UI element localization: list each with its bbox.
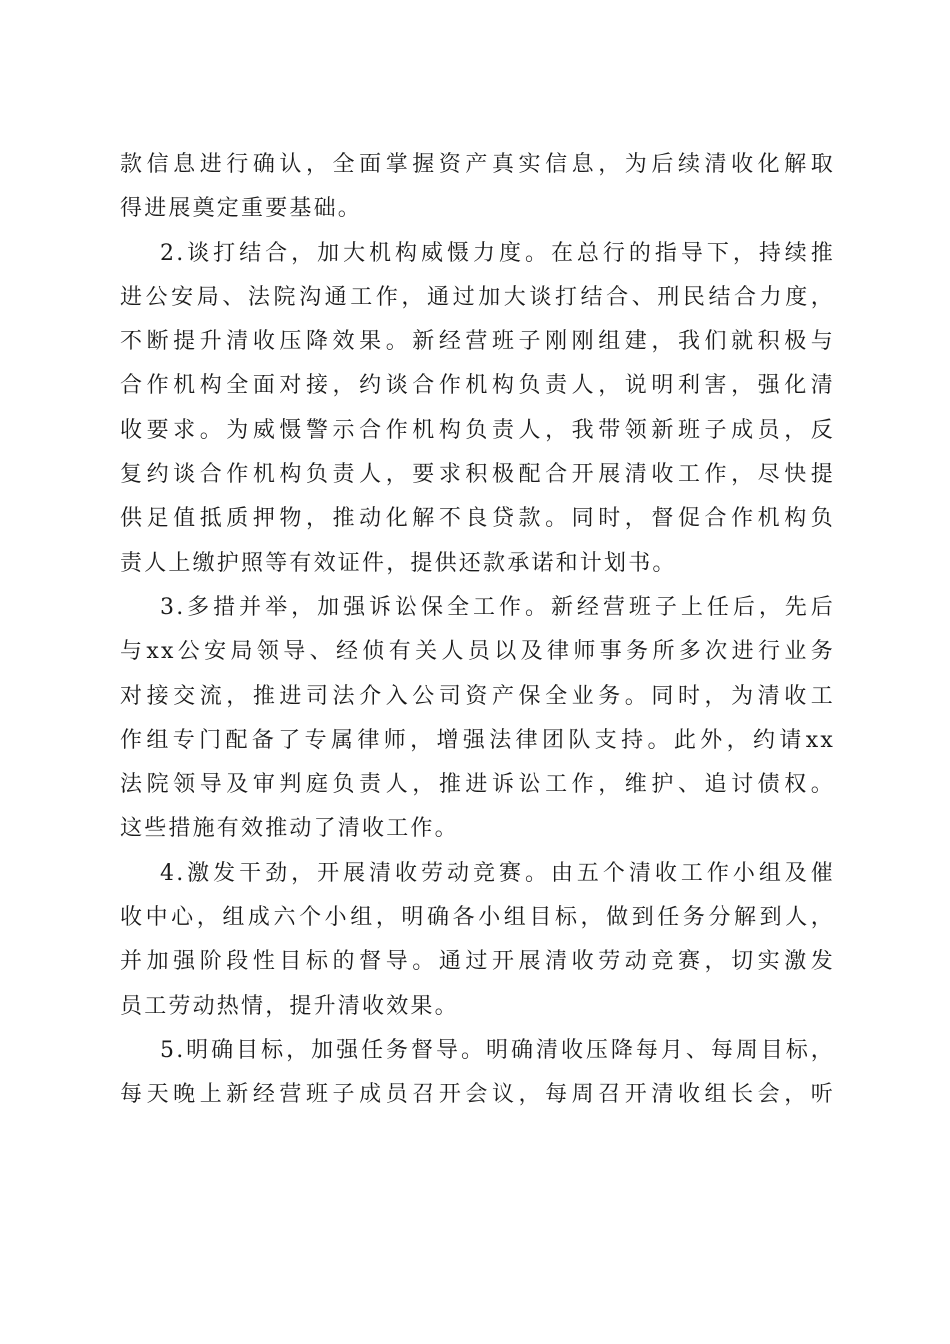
paragraph	[120, 852, 835, 1029]
text-line: 与xx公安局领导、经侦有关人员以及律师事务所多次进行业务	[120, 639, 835, 665]
text-line: 得进展奠定重要基础。	[120, 196, 363, 222]
text-line: 责人上缴护照等有效证件，提供还款承诺和计划书。	[120, 550, 677, 576]
text-line: 供足值抵质押物，推动化解不良贷款。同时，督促合作机构负	[120, 506, 835, 532]
text-line: 这些措施有效推动了清收工作。	[120, 816, 459, 842]
text-line: 法院领导及审判庭负责人，推进诉讼工作，维护、追讨债权。	[120, 772, 835, 798]
paragraph	[120, 143, 835, 232]
text-line: 每天晚上新经营班子成员召开会议，每周召开清收组长会，听	[120, 1082, 835, 1108]
text-line: 收中心，组成六个小组，明确各小组目标，做到任务分解到人，	[120, 905, 835, 931]
text-line: 5.明确目标，加强任务督导。明确清收压降每月、每周目标，	[160, 1037, 835, 1063]
text-line: 3.多措并举，加强诉讼保全工作。新经营班子上任后，先后	[160, 594, 835, 620]
text-line: 复约谈合作机构负责人，要求积极配合开展清收工作，尽快提	[120, 462, 835, 488]
text-line: 不断提升清收压降效果。新经营班子刚刚组建，我们就积极与	[120, 329, 835, 355]
paragraph	[120, 586, 835, 852]
text-line: 对接交流，推进司法介入公司资产保全业务。同时，为清收工	[120, 683, 835, 709]
text-line: 作组专门配备了专属律师，增强法律团队支持。此外，约请xx	[120, 727, 835, 753]
text-line: 2.谈打结合，加大机构威慑力度。在总行的指导下，持续推	[160, 240, 835, 266]
text-line: 4.激发干劲，开展清收劳动竞赛。由五个清收工作小组及催	[160, 860, 835, 886]
paragraph	[120, 1029, 835, 1118]
document-page	[120, 143, 835, 1118]
text-line: 款信息进行确认，全面掌握资产真实信息，为后续清收化解取	[120, 152, 835, 177]
text-line: 收要求。为威慑警示合作机构负责人，我带领新班子成员，反	[120, 417, 835, 443]
text-line: 进公安局、法院沟通工作，通过加大谈打结合、刑民结合力度，	[120, 284, 835, 310]
text-line: 合作机构全面对接，约谈合作机构负责人，说明利害，强化清	[120, 373, 835, 399]
text-line: 并加强阶段性目标的督导。通过开展清收劳动竞赛，切实激发	[120, 949, 835, 975]
paragraph	[120, 232, 835, 586]
text-line: 员工劳动热情，提升清收效果。	[120, 993, 459, 1019]
